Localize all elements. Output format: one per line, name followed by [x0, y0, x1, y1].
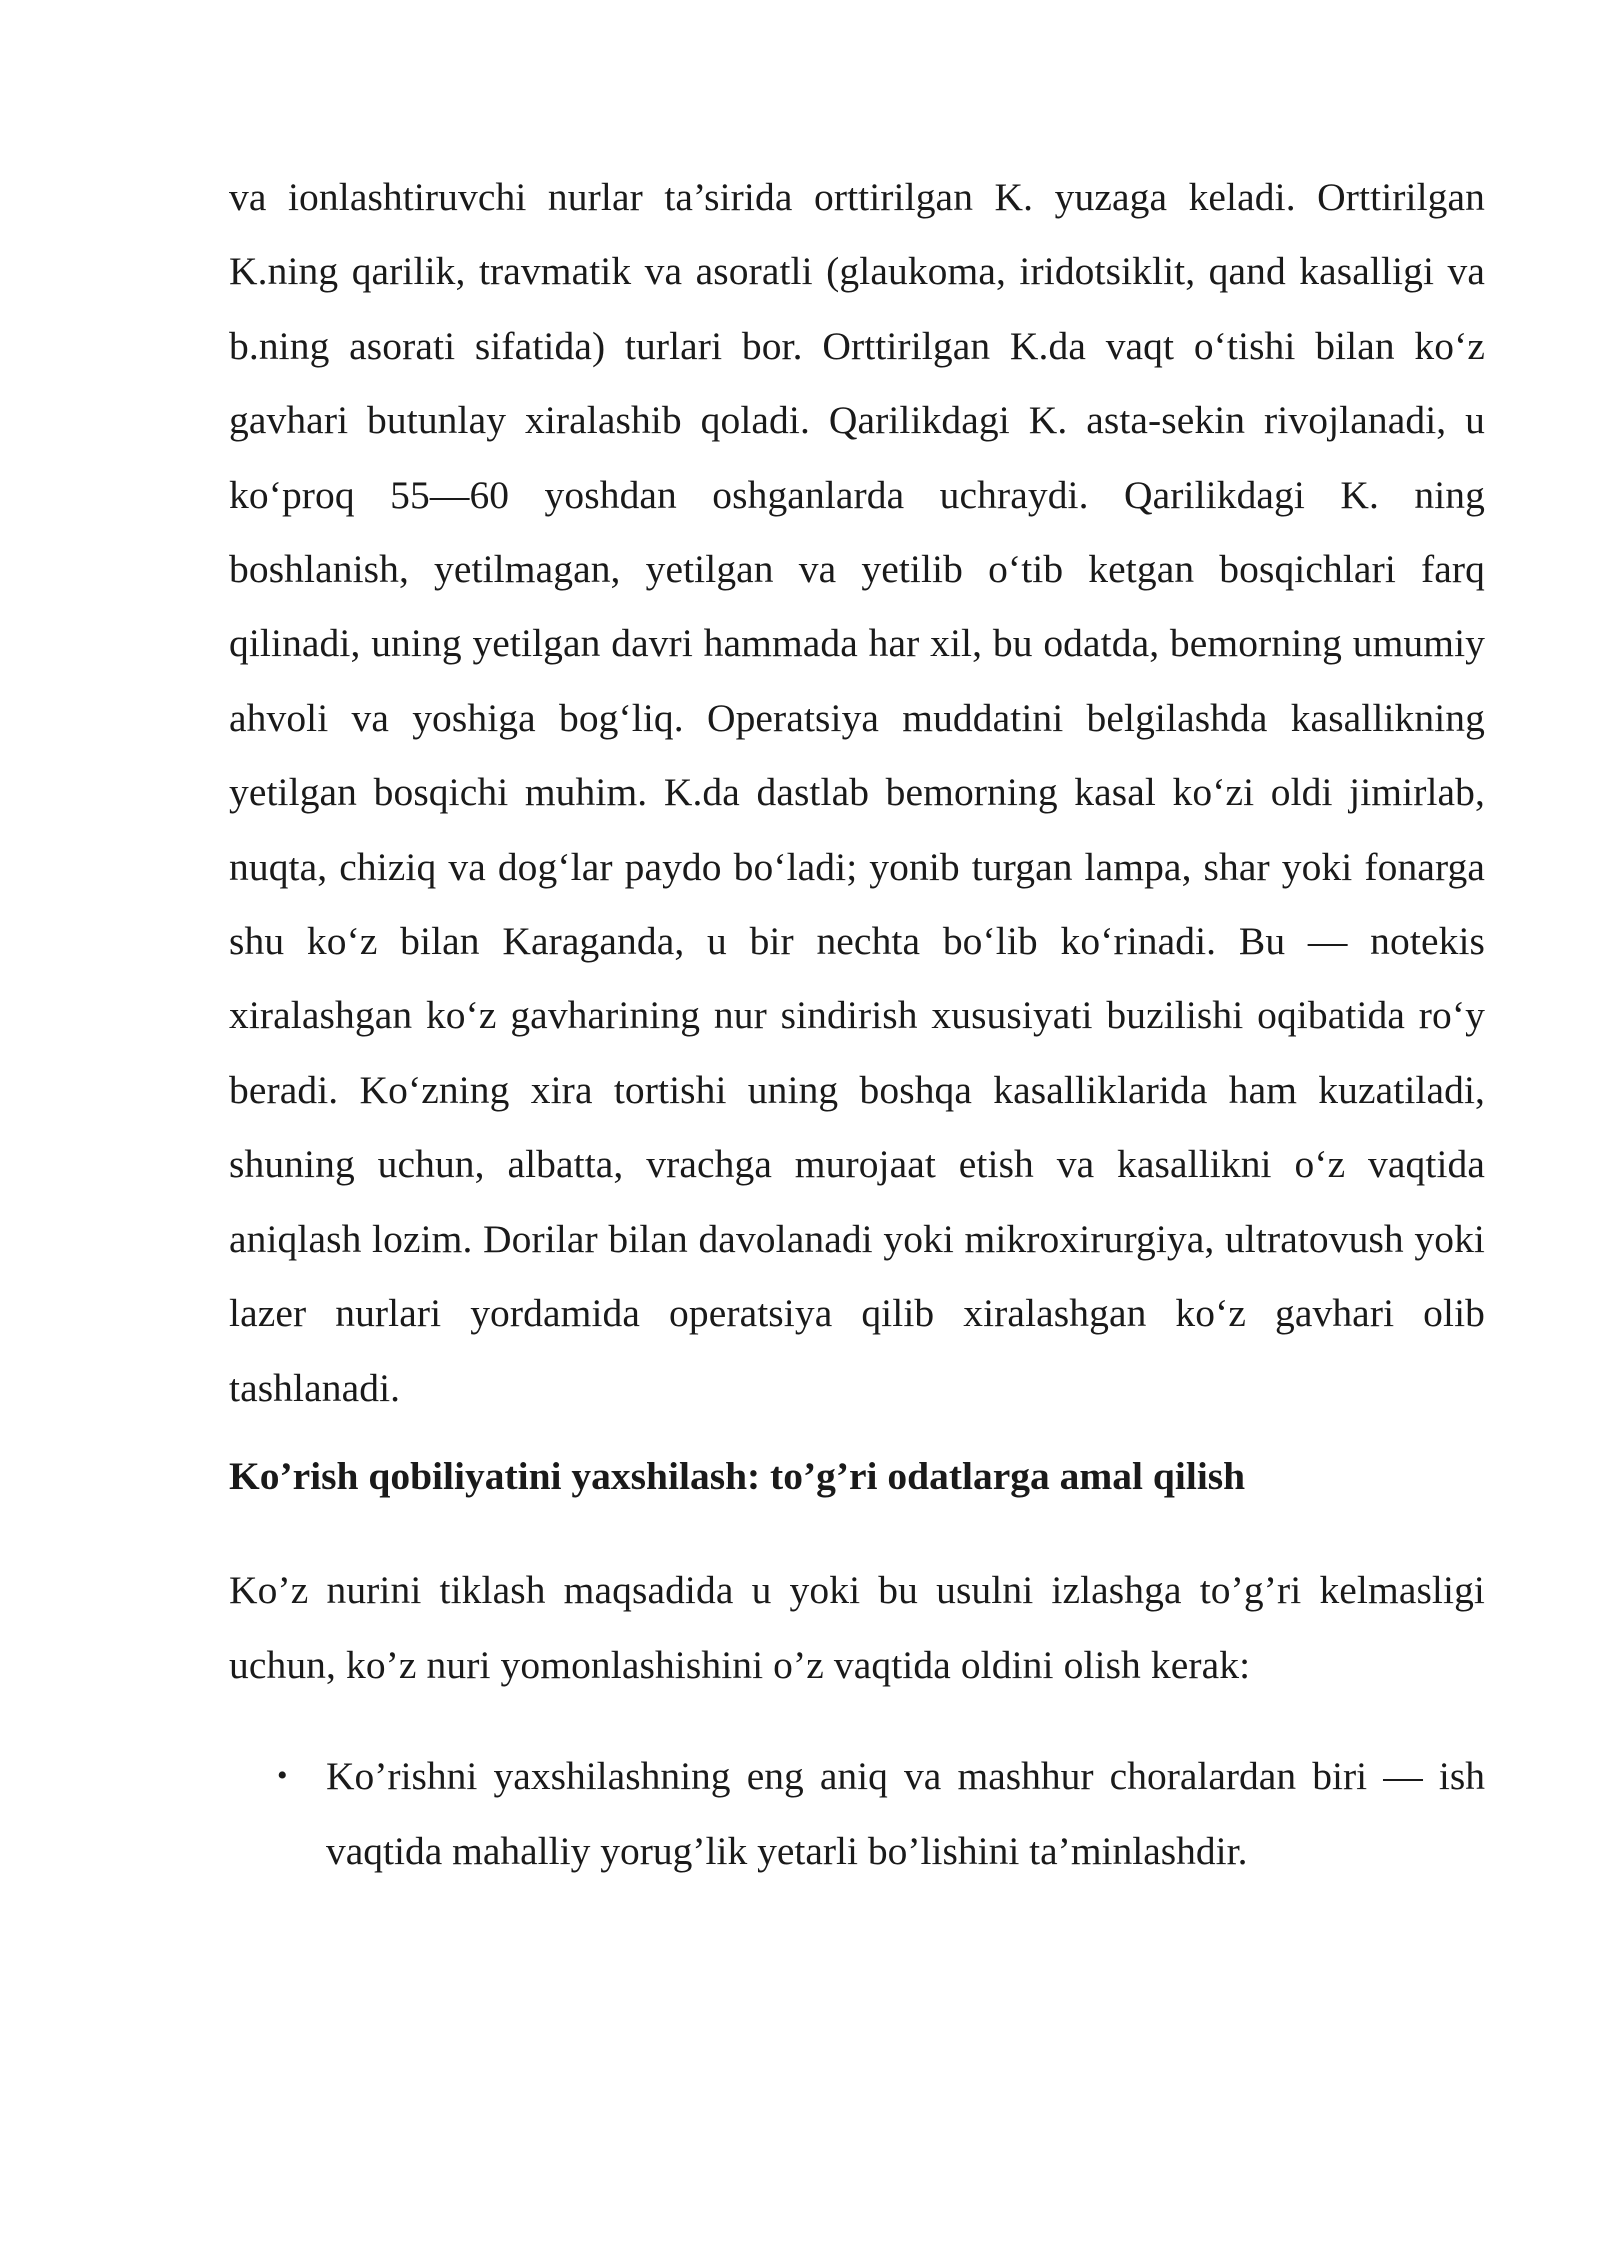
list-item — [229, 1739, 1485, 1888]
bullet-list — [229, 1739, 1485, 1888]
list-item-text: Ko’rishni yaxshilashning eng aniq va mashhur choralardan biri — ish vaqtida mahalliy yorug’lik yetarli bo’lishini ta’minlashdir. — [326, 1754, 1485, 1873]
document-body — [229, 160, 1485, 1888]
paragraph: va ionlashtiruvchi nurlar ta’sirida orttirilgan K. yuzaga keladi. Orttirilgan K.ning qarilik, travmatik va asoratli (glaukoma, iridotsiklit, qand kasalligi va b.ning asorati sifatida) turlari bor. Orttirilgan K.da vaqt o‘tishi bilan ko‘z gavhari butunlay xiralashib qoladi. Qarilikdagi K. asta-sekin rivojlanadi, u ko‘proq 55—60 yoshdan oshganlarda uchraydi. Qarilikdagi K. ning boshlanish, yetilmagan, yetilgan va yetilib o‘tib ketgan bosqichlari farq qilinadi, uning yetilgan davri hammada har xil, bu odatda, bemorning umumiy ahvoli va yoshiga bog‘liq. Operatsiya muddatini belgilashda kasallikning yetilgan bosqichi muhim. K.da dastlab bemorning kasal ko‘zi oldi jimirlab, nuqta, chiziq va dog‘lar paydo bo‘ladi; yonib turgan lampa, shar yoki fonarga shu ko‘z bilan Karaganda, u bir nechta bo‘lib ko‘rinadi. Bu — notekis xiralashgan ko‘z gavharining nur sindirish xususiyati buzilishi oqibatida ro‘y beradi. Ko‘zning xira tortishi uning boshqa kasalliklarida ham kuzatiladi, shuning uchun, albatta, vrachga murojaat etish va kasallikni o‘z vaqtida aniqlash lozim. Dorilar bilan davolanadi yoki mikroxirurgiya, ultratovush yoki lazer nurlari yordamida operatsiya qilib xiralashgan ko‘z gavhari olib tashlanadi. — [229, 175, 1485, 1410]
section-heading: Ko’rish qobiliyatini yaxshilash: to’g’ri odatlarga amal qilish — [229, 1453, 1246, 1498]
paragraph: Ko’z nurini tiklash maqsadida u yoki bu usulni izlashga to’g’ri kelmasligi uchun, ko’z nuri yomonlashishini o’z vaqtida oldini olish kerak: — [229, 1568, 1485, 1687]
bullet-marker: • — [277, 1759, 288, 1793]
